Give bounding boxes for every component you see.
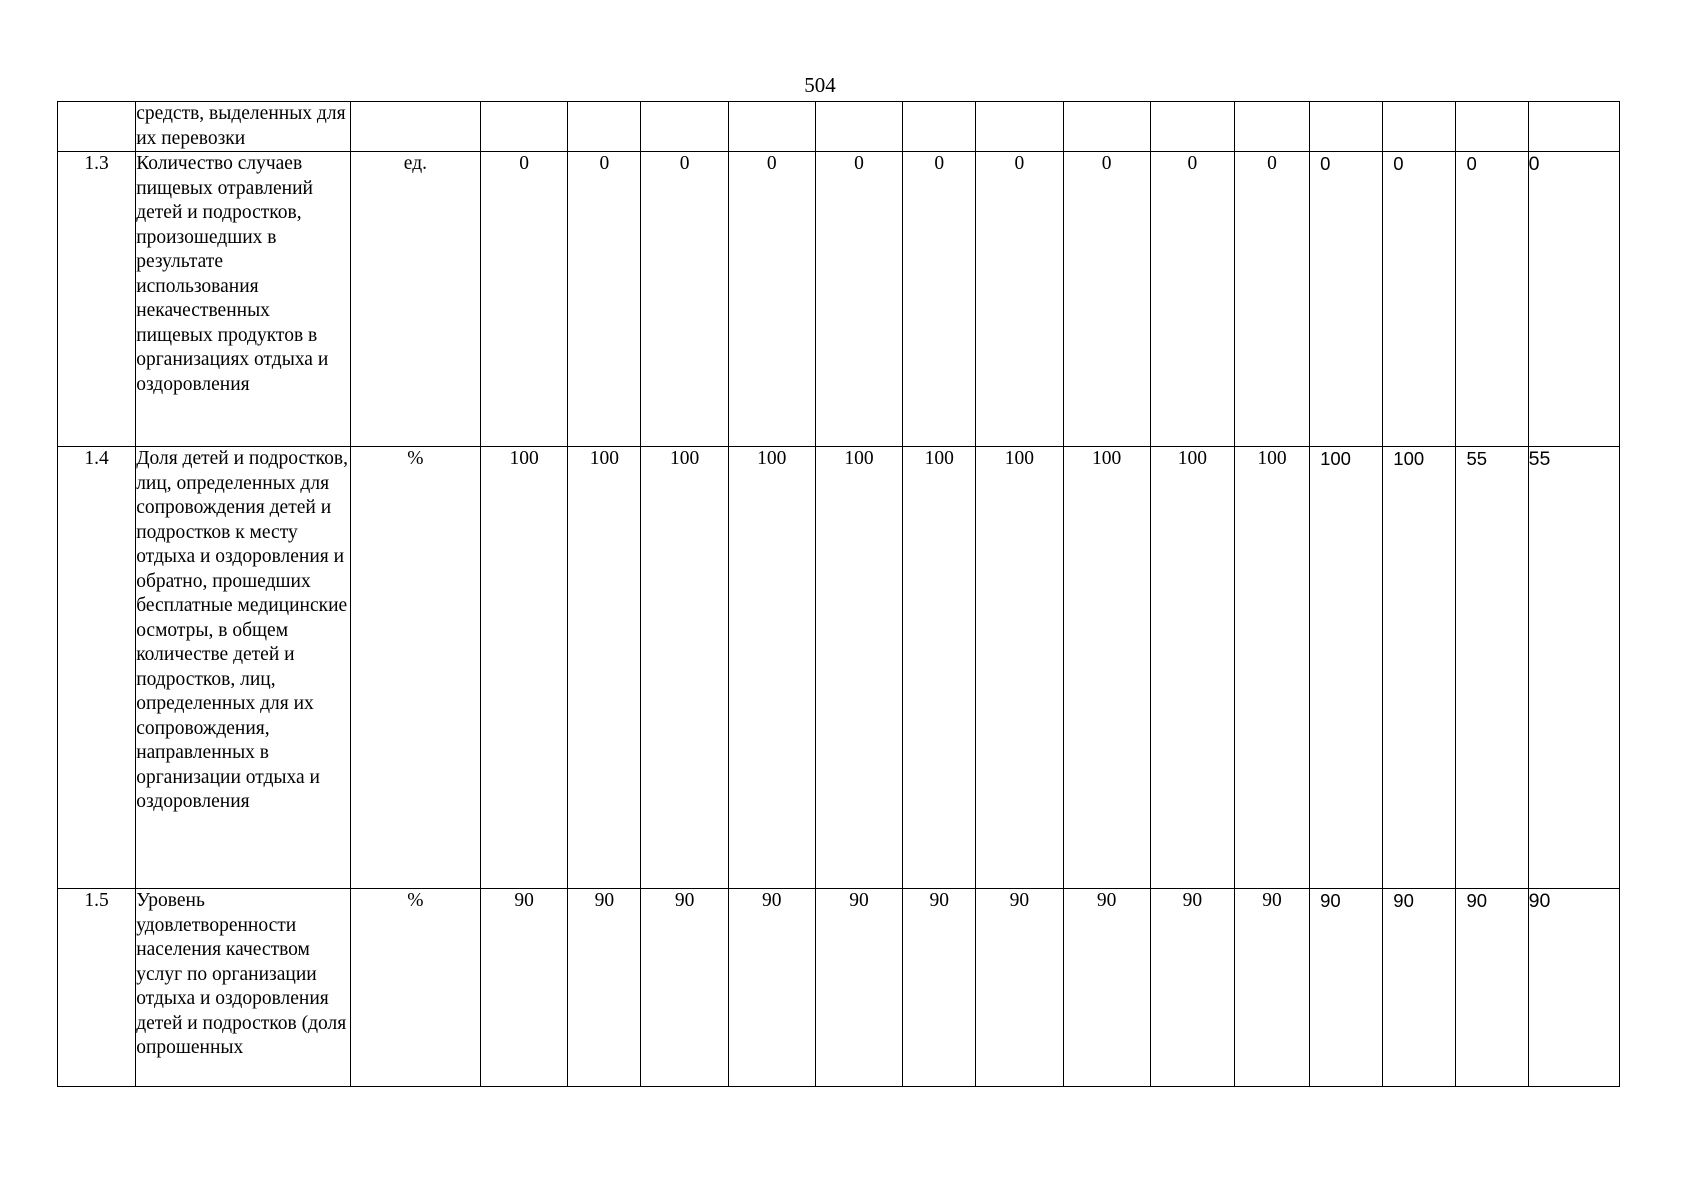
unit-cell: % (350, 447, 480, 889)
row-number: 1.4 (58, 447, 136, 889)
value-cell: 100 (728, 447, 815, 889)
value-cell: 0 (815, 152, 902, 447)
table-row (58, 889, 1620, 1087)
value-cell: 0 (1383, 152, 1456, 447)
row-number: 1.3 (58, 152, 136, 447)
value-cell: 100 (1383, 447, 1456, 889)
indicator-name: Доля детей и подростков, лиц, определенных для сопровождения детей и подростков к месту отдыха и оздоровления и обратно, прошедших бесплатные медицинские осмотры, в общем количестве детей и подростков, лиц, определенных для их сопровождения, направленных в организации отдыха и оздоровления (136, 447, 351, 889)
value-cell: 0 (1456, 152, 1528, 447)
value-cell: 90 (1234, 889, 1309, 1087)
value-cell: 100 (815, 447, 902, 889)
value-cell: 90 (1063, 889, 1150, 1087)
unit-cell (350, 102, 480, 152)
value-cell: 90 (568, 889, 641, 1087)
value-cell (1383, 102, 1456, 152)
value-cell: 0 (903, 152, 976, 447)
row-number: 1.5 (58, 889, 136, 1087)
value-cell (728, 102, 815, 152)
unit-cell: ед. (350, 152, 480, 447)
value-cell (1234, 102, 1309, 152)
indicator-name: Уровень удовлетворенности населения качеством услуг по организации отдыха и оздоровления детей и подростков (доля опрошенных (136, 889, 351, 1087)
indicators-table (57, 101, 1620, 1087)
page-number: 504 (804, 73, 836, 97)
value-cell: 0 (481, 152, 568, 447)
value-cell: 90 (1150, 889, 1234, 1087)
table-row (58, 152, 1620, 447)
value-cell (1310, 102, 1383, 152)
value-cell (976, 102, 1063, 152)
target-value-cell: 55 (1528, 447, 1619, 889)
value-cell (1150, 102, 1234, 152)
value-cell: 90 (728, 889, 815, 1087)
value-cell: 100 (641, 447, 728, 889)
table-row (58, 102, 1620, 152)
value-cell (481, 102, 568, 152)
value-cell: 100 (481, 447, 568, 889)
table-row (58, 447, 1620, 889)
target-value-cell (1528, 102, 1619, 152)
value-cell: 0 (568, 152, 641, 447)
value-cell: 0 (1234, 152, 1309, 447)
value-cell: 90 (1383, 889, 1456, 1087)
value-cell: 100 (1063, 447, 1150, 889)
value-cell: 90 (815, 889, 902, 1087)
target-value-cell: 90 (1528, 889, 1619, 1087)
value-cell: 100 (976, 447, 1063, 889)
value-cell (1456, 102, 1528, 152)
value-cell: 90 (976, 889, 1063, 1087)
value-cell: 90 (1310, 889, 1383, 1087)
value-cell: 90 (481, 889, 568, 1087)
indicator-name: Количество случаев пищевых отравлений детей и подростков, произошедших в результате использования некачественных пищевых продуктов в организациях отдыха и оздоровления (136, 152, 351, 447)
value-cell: 100 (568, 447, 641, 889)
value-cell: 100 (1150, 447, 1234, 889)
value-cell (568, 102, 641, 152)
value-cell: 100 (1234, 447, 1309, 889)
indicator-name: средств, выделенных для их перевозки (136, 102, 351, 152)
row-number (58, 102, 136, 152)
value-cell (815, 102, 902, 152)
value-cell (903, 102, 976, 152)
value-cell: 100 (903, 447, 976, 889)
value-cell: 90 (903, 889, 976, 1087)
value-cell (641, 102, 728, 152)
value-cell: 90 (641, 889, 728, 1087)
target-value-cell: 0 (1528, 152, 1619, 447)
value-cell: 0 (1310, 152, 1383, 447)
unit-cell: % (350, 889, 480, 1087)
value-cell (1063, 102, 1150, 152)
value-cell: 0 (728, 152, 815, 447)
value-cell: 55 (1456, 447, 1528, 889)
value-cell: 0 (1150, 152, 1234, 447)
value-cell: 0 (1063, 152, 1150, 447)
value-cell: 0 (641, 152, 728, 447)
value-cell: 0 (976, 152, 1063, 447)
value-cell: 100 (1310, 447, 1383, 889)
value-cell: 90 (1456, 889, 1528, 1087)
